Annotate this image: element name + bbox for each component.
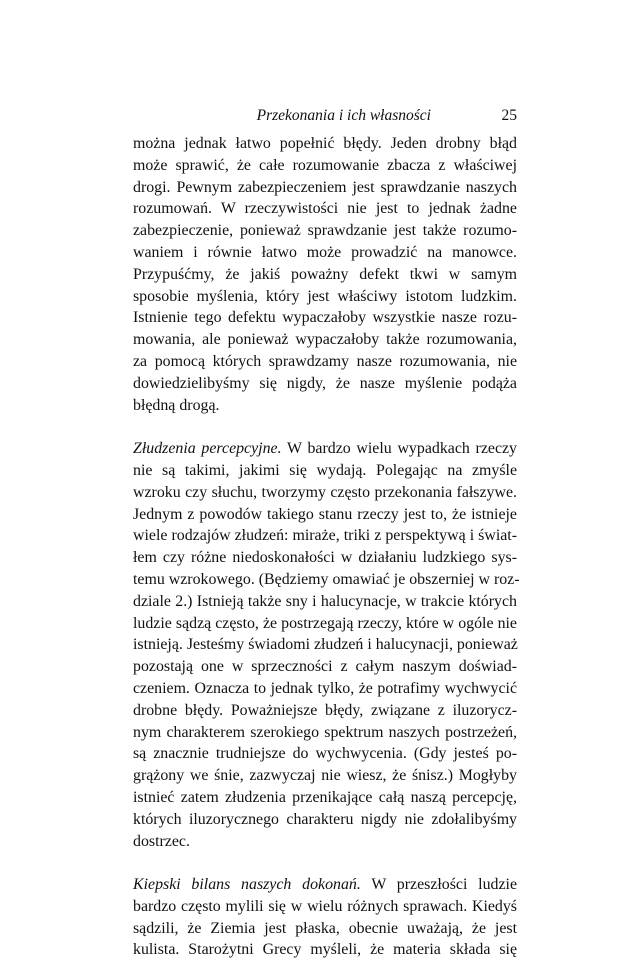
text-line: temu wzrokowego. (Będziemy omawiać je obszerniej w roz- — [133, 570, 520, 588]
text-line: drogi. Pewnym zabezpieczeniem jest sprawdzanie naszych — [133, 178, 517, 196]
text-line: czeniem. Oznacza to jednak tylko, że potrafimy wychwycić — [133, 679, 517, 697]
line-rest: W przeszłości ludzie — [360, 876, 517, 894]
section-term: Kiepski bilans naszych dokonań. — [133, 876, 361, 894]
text-line: Przypuśćmy, że jakiś poważny defekt tkwi w samym — [133, 265, 517, 283]
text-line: sądzili, że Ziemia jest płaska, obecnie uważają, że jest — [133, 919, 517, 937]
section-term: Złudzenia percepcyjne. — [133, 440, 282, 458]
text-line: kulista. Starożytni Grecy myśleli, że materia składa się — [133, 941, 517, 959]
text-line: rozumowań. W rzeczywistości nie jest to jednak żadne — [133, 200, 517, 218]
line-rest: W bardzo wielu wypadkach rzeczy — [281, 440, 517, 458]
text-line: za pomocą których sprawdzamy nasze rozumowania, nie — [133, 352, 517, 370]
text-line: nym charakterem szerokiego spektrum naszych postrzeżeń, — [133, 723, 517, 741]
text-line: są znacznie trudniejsze do wychwycenia. (Gdy jesteś po- — [133, 745, 517, 763]
text-line: istnieją. Jesteśmy świadomi złudzeń i halucynacji, ponieważ — [133, 636, 518, 654]
body-text — [133, 133, 520, 961]
text-line: Jednym z powodów takiego stanu rzeczy jest to, że istnieje — [133, 505, 517, 523]
paragraph-perceptual-illusions — [133, 438, 520, 852]
text-line: istnieć zatem złudzenia przenikające całą naszą percepcję, — [133, 788, 517, 806]
text-line: których iluzorycznego charakteru nigdy nie zdołalibyśmy — [133, 810, 517, 828]
text-line: mowania, ale ponieważ wypaczałoby także rozumowania, — [133, 331, 517, 349]
running-header — [133, 106, 517, 126]
text-line: nie są takimi, jakimi się wydają. Polegając na zmyśle — [133, 461, 517, 479]
text-line: Istnienie tego defektu wypaczałoby wszystkie nasze rozu- — [133, 309, 517, 327]
text-line: drobne błędy. Poważniejsze błędy, związane z iluzorycz- — [133, 701, 517, 719]
paragraph-poor-track-record — [133, 874, 517, 961]
text-line: waniem i równie łatwo może prowadzić na manowce. — [133, 243, 517, 261]
running-title: Przekonania i ich własności — [256, 107, 431, 124]
text-line — [133, 438, 517, 460]
text-line: wiele rodzajów złudzeń: miraże, triki z perspektywą i świat- — [133, 527, 517, 545]
text-line: sposobie myślenia, który jest właściwy istotom ludzkim. — [133, 287, 517, 305]
text-line: ludzie sądzą często, że postrzegają rzeczy, które w ogóle nie — [133, 614, 517, 632]
text-line: dziale 2.) Istnieją także sny i halucynacje, w trakcie których — [133, 592, 517, 610]
text-line: może sprawić, że całe rozumowanie zbacza z właściwej — [133, 156, 517, 174]
text-line: dostrzec. — [133, 832, 190, 850]
text-line: pozostają one w sprzeczności z całym naszym doświad- — [133, 658, 517, 676]
text-line: wzroku czy słuchu, tworzymy często przekonania fałszywe. — [133, 483, 517, 501]
paragraph-gap — [133, 416, 517, 438]
text-line: grążony we śnie, zazwyczaj nie wiesz, że śnisz.) Mogłyby — [133, 767, 517, 785]
text-line: dowiedzielibyśmy się nigdy, że nasze myślenie podąża — [133, 374, 517, 392]
text-line: łem czy różne niedoskonałości w działaniu ludzkiego sys- — [133, 549, 517, 567]
text-line: bardzo często mylili się w wielu różnych sprawach. Kiedyś — [133, 897, 517, 915]
page-number: 25 — [501, 107, 517, 124]
text-line: zabezpieczenie, ponieważ sprawdzanie jest także rozumo- — [133, 222, 517, 240]
paragraph-errors — [133, 133, 517, 416]
text-line: można jednak łatwo popełnić błędy. Jeden drobny błąd — [133, 135, 517, 152]
text-line: błędną drogą. — [133, 396, 220, 414]
paragraph-gap — [133, 852, 517, 874]
